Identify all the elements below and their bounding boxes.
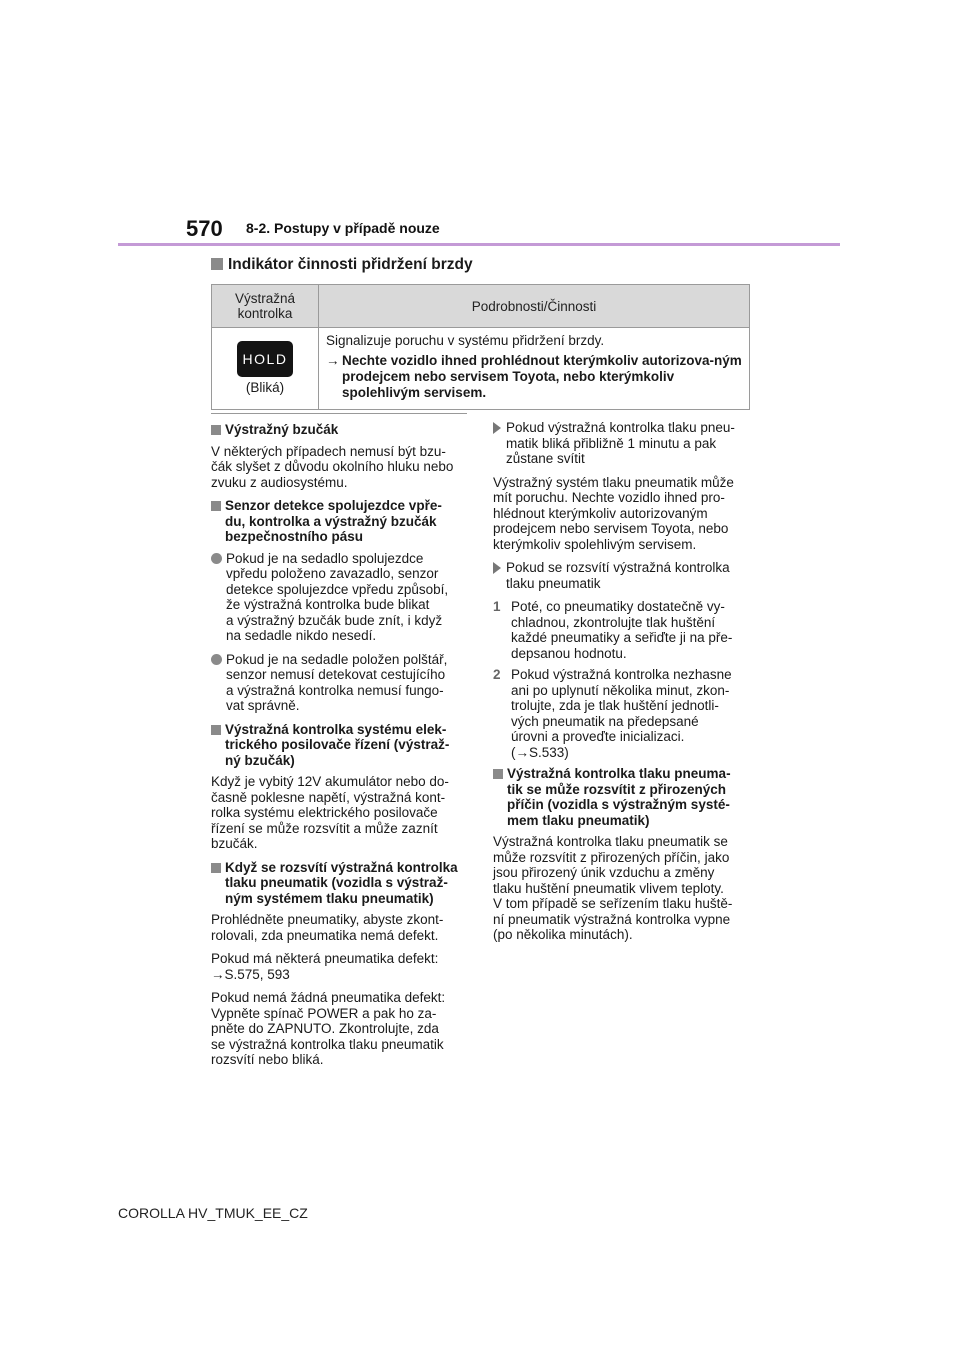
hold-indicator-icon: HOLD bbox=[237, 341, 293, 377]
paragraph: Když je vybitý 12V akumulátor nebo do- časně poklesne napětí, výstražná kont- rolka systému elektrického posilovače řízení se může rozsvítit a může zaznít bzučák. bbox=[211, 774, 449, 851]
subheading-buzzer: Výstražný bzučák bbox=[211, 422, 467, 438]
paragraph: Výstražná kontrolka tlaku pneumatik se může rozsvítit z přirozených příčin, jako jsou přirozený únik vzduchu a změny tlaku huštění pneumatik vlivem teploty. V tom případě se seřízením tlaku huště- ní pneumatik výstražná kontrolka vypne (po několika minutách). bbox=[493, 834, 733, 942]
subheading-natural-causes: Výstražná kontrolka tlaku pneuma- tik se může rozsvítit z přirozených příčin (vozidla s výstražným systé- mem tlaku pneumatik) bbox=[493, 766, 749, 828]
list-item: Pokud je na sedadle položen polštář, senzor nemusí detekovat cestujícího a výstražná kontrolka nemusí fungo- vat správně. bbox=[211, 652, 467, 714]
warning-table bbox=[211, 284, 750, 410]
circle-bullet-icon bbox=[211, 553, 222, 564]
header-rule bbox=[118, 243, 840, 246]
table-icon-cell bbox=[212, 328, 319, 410]
table-action: → Nechte vozidlo ihned prohlédnout kterýmkoliv autorizova-ným prodejcem nebo servisem Toyota, nebo kterýmkoliv spolehlivým servisem. bbox=[326, 353, 742, 400]
arrow-icon: → bbox=[326, 353, 340, 368]
table-description: Signalizuje poruchu v systému přidržení brzdy. bbox=[326, 333, 605, 348]
square-bullet-icon bbox=[211, 725, 221, 735]
subheading-eps: Výstražná kontrolka systému elek- trického posilovače řízení (výstraž- ný bzučák) bbox=[211, 722, 467, 769]
paragraph: Pokud má některá pneumatika defekt: →S.575, 593 bbox=[211, 951, 439, 982]
table-description-cell bbox=[319, 328, 750, 410]
section-header: 8-2. Postupy v případě nouze bbox=[246, 220, 440, 236]
left-column bbox=[211, 420, 467, 1076]
icon-caption: (Bliká) bbox=[245, 380, 285, 395]
section-title: Indikátor činnosti přidržení brzdy bbox=[211, 256, 473, 274]
circle-bullet-icon bbox=[211, 654, 222, 665]
table-header-details: Podrobnosti/Činnosti bbox=[319, 285, 750, 328]
list-item: Pokud je na sedadlo spolujezdce vpředu položeno zavazadlo, senzor detekce spolujezdce vpředu způsobí, že výstražná kontrolka bude blikat a výstražný bzučák bude znít, i když na sedadle nikdo nesedí. bbox=[211, 551, 467, 644]
square-bullet-icon bbox=[493, 769, 503, 779]
subheading-occupant-sensor: Senzor detekce spolujezdce vpře- du, kontrolka a výstražný bzučák bezpečnostního pásu bbox=[211, 498, 467, 545]
paragraph: Pokud nemá žádná pneumatika defekt: Vypněte spínač POWER a pak ho za- pněte do ZAPNUTO. Zkontrolujte, zda se výstražná kontrolka tlaku pneumatik rozsvítí nebo bliká. bbox=[211, 990, 446, 1067]
square-bullet-icon bbox=[211, 863, 221, 873]
list-item: Pokud se rozsvítí výstražná kontrolka tlaku pneumatik bbox=[493, 560, 749, 591]
paragraph: V některých případech nemusí být bzu- čák slyšet z důvodu okolního hluku nebo zvuku z audiosystému. bbox=[211, 443, 454, 490]
page-number: 570 bbox=[186, 216, 223, 241]
step-item: 1 Poté, co pneumatiky dostatečně vy- chladnou, zkontrolujte tlak huštění každé pneumatiky a seřiďte ji na pře- depsanou hodnotu. bbox=[493, 599, 733, 661]
table-header-warning-light: Výstražná kontrolka bbox=[212, 285, 319, 328]
divider bbox=[211, 413, 467, 414]
paragraph: Prohlédněte pneumatiky, abyste zkont- rolovali, zda pneumatika nemá defekt. bbox=[211, 912, 444, 943]
footer-model-code: COROLLA HV_TMUK_EE_CZ bbox=[118, 1205, 308, 1221]
right-column bbox=[493, 420, 749, 951]
triangle-bullet-icon bbox=[493, 562, 501, 574]
paragraph: Výstražný systém tlaku pneumatik může mít poruchu. Nechte vozidlo ihned pro- hlédnout kterýmkoliv autorizovaným prodejcem nebo servisem Toyota, nebo kterýmkoliv spolehlivým servisem. bbox=[493, 474, 734, 552]
triangle-bullet-icon bbox=[493, 422, 501, 434]
square-bullet-icon bbox=[211, 258, 223, 270]
square-bullet-icon bbox=[211, 425, 221, 435]
list-item: Pokud výstražná kontrolka tlaku pneu- matik bliká přibližně 1 minutu a pak zůstane svítit bbox=[493, 420, 749, 467]
square-bullet-icon bbox=[211, 501, 221, 511]
subheading-tire-pressure: Když se rozsvítí výstražná kontrolka tlaku pneumatik (vozidla s výstraž- ným systémem tlaku pneumatik) bbox=[211, 860, 467, 907]
step-item: 2 Pokud výstražná kontrolka nezhasne ani po uplynutí několika minut, zkon- trolujte, zda je tlak huštění jednotli- vých pneumatik na předepsané úrovni a proveďte inicializaci. (→S.533) bbox=[493, 667, 732, 760]
